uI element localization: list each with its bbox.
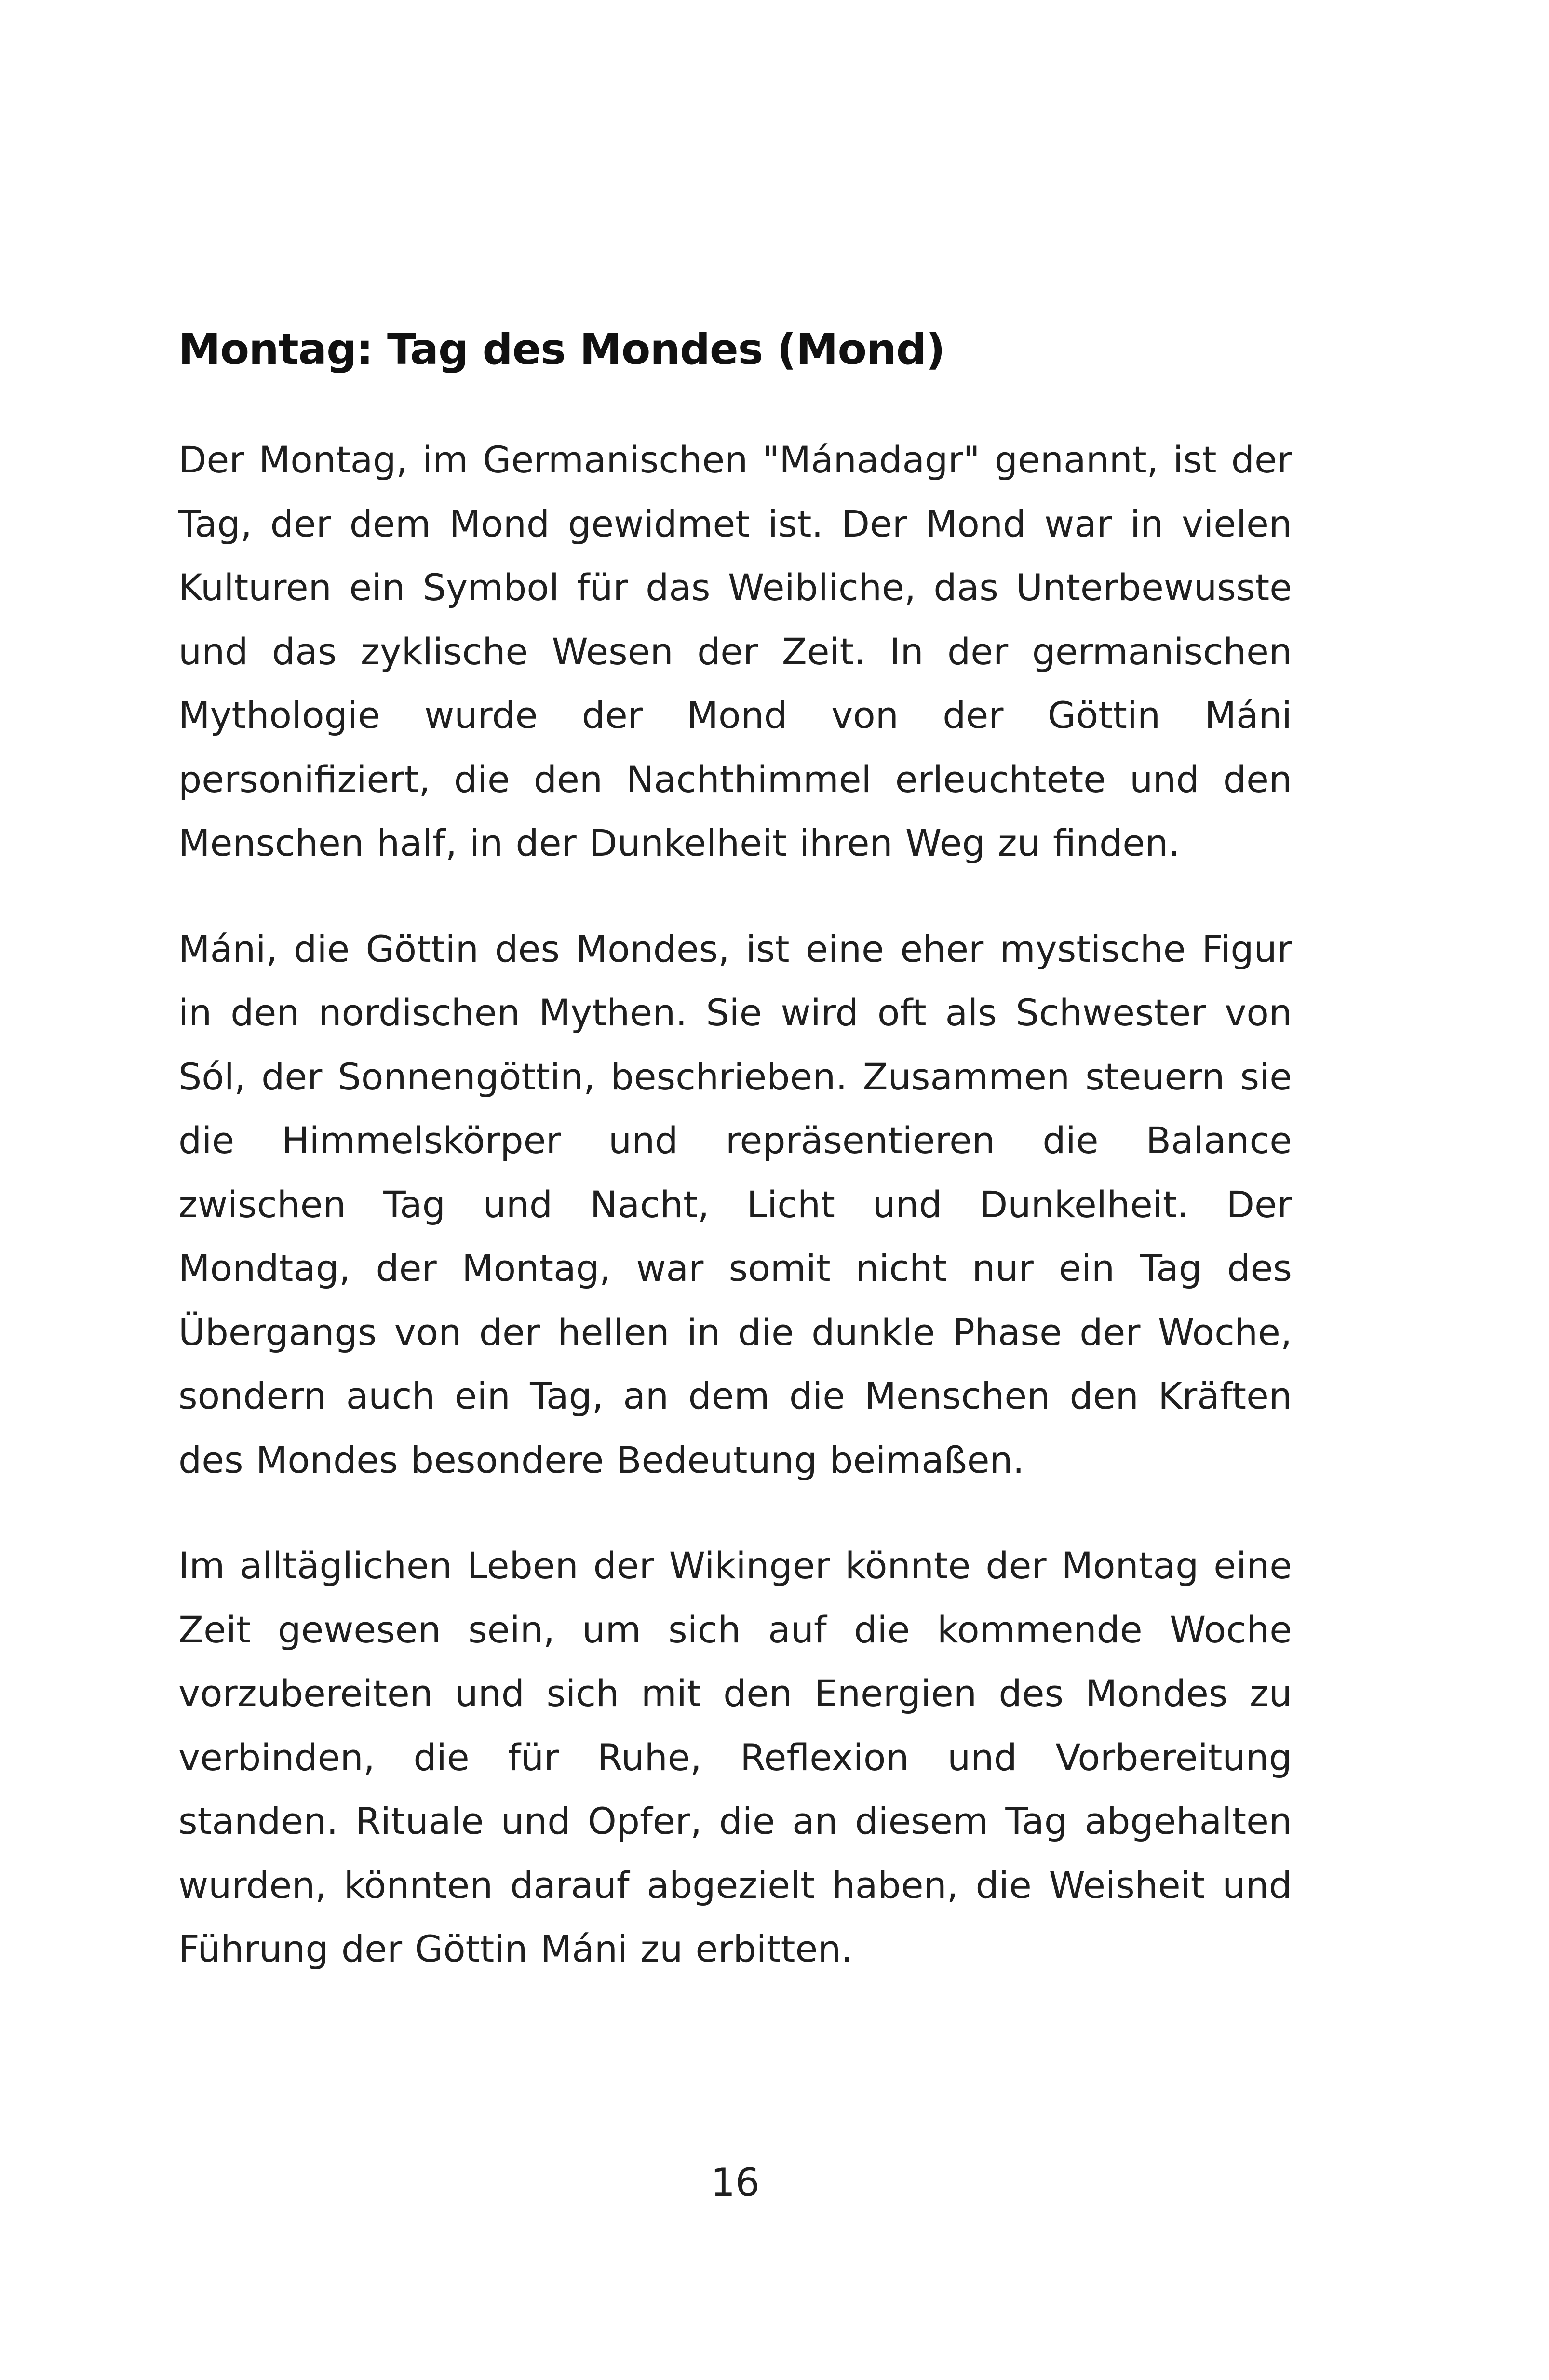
section-heading: Montag: Tag des Mondes (Mond) (178, 324, 945, 374)
page-number: 16 (711, 2160, 760, 2205)
page-content (178, 318, 1292, 2023)
paragraph-1: Der Montag, im Germanischen "Mánadagr" genannt, ist der Tag, der dem Mond gewidmet ist. Der Mond war in vielen Kulturen ein Symbol für das Weibliche, das Unterbewusste und das zyklische Wesen der Zeit. In der germanischen Mythologie wurde der Mond von der Göttin Máni personifiziert, die den Nachthimmel erleuchtete und den Menschen half, in der Dunkelheit ihren Weg zu finden. (178, 438, 1292, 864)
paragraph-2: Máni, die Göttin des Mondes, ist eine eher mystische Figur in den nordischen Mythen. Sie wird oft als Schwester von Sól, der Sonnengöttin, beschrieben. Zusammen steuern sie die Himmelskörper und repräsentieren die Balance zwischen Tag und Nacht, Licht und Dunkelheit. Der Mondtag, der Montag, war somit nicht nur ein Tag des Übergangs von der hellen in die dunkle Phase der Woche, sondern auch ein Tag, an dem die Menschen den Kräften des Mondes besondere Bedeutung beimaßen. (178, 927, 1292, 1481)
paragraph-3: Im alltäglichen Leben der Wikinger könnte der Montag eine Zeit gewesen sein, um sich auf die kommende Woche vorzubereiten und sich mit den Energien des Mondes zu verbinden, die für Ruhe, Reflexion und Vorbereitung standen. Rituale und Opfer, die an diesem Tag abgehalten wurden, könnten darauf abgezielt haben, die Weisheit und Führung der Göttin Máni zu erbitten. (178, 1544, 1292, 1970)
